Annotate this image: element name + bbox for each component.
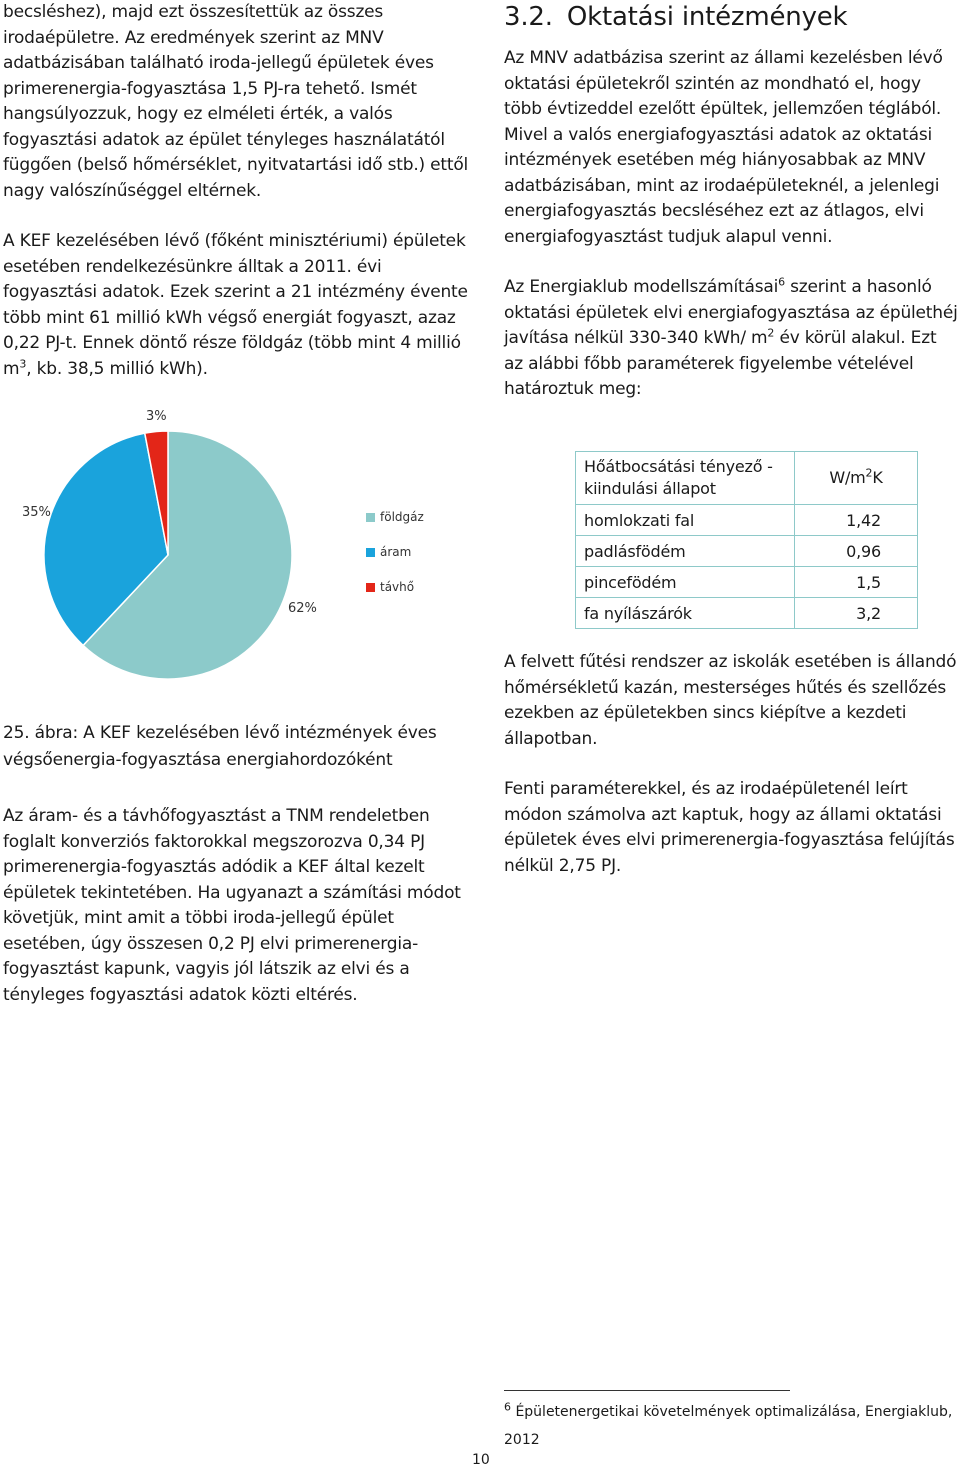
paragraph-kef-consumption — [3, 229, 473, 382]
footnote — [504, 1398, 960, 1454]
row-name: pincefödém — [576, 567, 795, 598]
row-name: homlokzati fal — [576, 505, 795, 536]
legend-label-aram: áram — [380, 545, 412, 559]
model-text-a: Az Energiaklub modellszámításai — [504, 277, 779, 297]
row-name: fa nyílászárók — [576, 598, 795, 629]
kef-text-a: A KEF kezelésében lévő (főként minisztériumi) épületek esetében rendelkezésünkre álltak a 2011. évi fogyasztási adatok. Ezek szerint a 21 intézmény évente több mint 61 millió kWh végső energiát fogyaszt, azaz 0,22 PJ-t. Ennek döntő része földgáz (több mint 4 millió m — [3, 231, 468, 379]
paragraph-conversion: Az áram- és a távhőfogyasztást a TNM rendeletben foglalt konverziós faktorokkal megszorozva 0,34 PJ primerenergia-fogyasztás adódik a KEF által kezelt épületek tekintetében. Ha ugyanazt a számítási módot követjük, mint amit a többi iroda-jellegű épület esetében, úgy összesen 0,2 PJ elvi primerenergia-fogyasztást kapunk, vagyis jól látszik az elvi és a tényleges fogyasztási adatok közti eltérés. — [3, 806, 461, 1005]
unit-sup: 2 — [865, 466, 873, 480]
model-text-c: év körül alakul. Ezt az alábbi főbb paraméterek figyelembe vételével határoztuk meg: — [504, 328, 937, 399]
table-header-name: Hőátbocsátási tényező - kiindulási állapot — [576, 452, 795, 505]
right-column-lower — [504, 650, 960, 879]
row-value: 3,2 — [795, 598, 918, 629]
kef-text-b: , kb. 38,5 millió kWh). — [26, 358, 208, 379]
row-value: 1,42 — [795, 505, 918, 536]
unit-text-b: K — [872, 468, 883, 487]
slice-label-foldgaz: 62% — [288, 601, 317, 616]
table-row — [576, 536, 918, 567]
legend-label-tavho: távhő — [380, 580, 415, 594]
table-row — [576, 598, 918, 629]
legend-label-foldgaz: földgáz — [380, 510, 424, 524]
section-title: Oktatási intézmények — [566, 2, 848, 32]
left-column — [3, 0, 473, 382]
table-header-unit — [795, 452, 918, 505]
footnote-marker: 6 — [504, 1400, 511, 1414]
model-text-b: szerint a hasonló oktatási épületek elvi energiafogyasztása az épülethéj javítása nélkül 330-340 kWh/ m — [504, 277, 958, 348]
legend-item-aram — [366, 545, 424, 580]
legend-swatch-aram — [366, 548, 375, 557]
footnote-divider — [504, 1390, 790, 1391]
row-value: 1,5 — [795, 567, 918, 598]
row-name: padlásfödém — [576, 536, 795, 567]
paragraph-energiaklub-model — [504, 275, 960, 403]
paragraph-mnv-education: Az MNV adatbázisa szerint az állami kezelésben lévő oktatási épületekről szintén az mondható el, hogy több évtizeddel ezelőtt épültek, jellemzően téglából. Mivel a valós energiafogyasztási adatok az oktatási intézmények esetében még hiányosabbak az MNV adatbázisában, mint az irodaépületeknél, a jelenlegi energiafogyasztás becsléséhez ezt az átlagos, elvi energiafogyasztást tudjuk alapul venni. — [504, 48, 943, 247]
table-row — [576, 567, 918, 598]
legend-swatch-foldgaz — [366, 513, 375, 522]
paragraph-heating-system: A felvett fűtési rendszer az iskolák esetében is állandó hőmérsékletű kazán, mesterséges hűtés és szellőzés ezekben az épületekben sincs kiépítve a kezdeti állapotban. — [504, 652, 957, 749]
superscript-3: 3 — [19, 356, 27, 370]
paragraph-result: Fenti paraméterekkel, és az irodaépületenél leírt módon számolva azt kaptuk, hogy az állami oktatási épületek éves elvi primerenergia-fogyasztása felújítás nélkül 2,75 PJ. — [504, 779, 955, 876]
legend-item-foldgaz — [366, 510, 424, 545]
table-header-row — [576, 452, 918, 505]
figure-caption: 25. ábra: A KEF kezelésében lévő intézmények éves végsőenergia-fogyasztása energiahordozóként — [3, 723, 437, 770]
legend-item-tavho — [366, 580, 424, 615]
slice-label-aram: 35% — [22, 505, 51, 520]
footnote-ref-6: 6 — [778, 275, 785, 289]
section-number: 3.2. — [504, 2, 553, 32]
superscript-2: 2 — [767, 326, 775, 340]
legend-swatch-tavho — [366, 583, 375, 592]
paragraph-office-estimate: becsléshez), majd ezt összesítettük az összes irodaépületre. Az eredmények szerint az MNV adatbázisában található iroda-jellegű épületek éves primerenergia-fogyasztása 1,5 PJ-ra tehető. Ismét hangsúlyozzuk, hogy ez elméleti érték, a valós fogyasztási adatok az épület tényleges használatától függően (belső hőmérséklet, nyitvatartási idő stb.) ettől nagy valószínűséggel eltérnek. — [3, 2, 469, 201]
row-value: 0,96 — [795, 536, 918, 567]
chart-legend — [366, 510, 424, 615]
unit-text-a: W/m — [829, 468, 866, 487]
right-column — [504, 0, 960, 403]
page-number: 10 — [472, 1452, 490, 1468]
slice-label-tavho: 3% — [146, 409, 167, 424]
section-heading — [504, 0, 960, 34]
table-row — [576, 505, 918, 536]
footnote-text: Épületenergetikai követelmények optimalizálása, Energiaklub, 2012 — [504, 1404, 953, 1448]
parameters-table — [575, 451, 918, 629]
